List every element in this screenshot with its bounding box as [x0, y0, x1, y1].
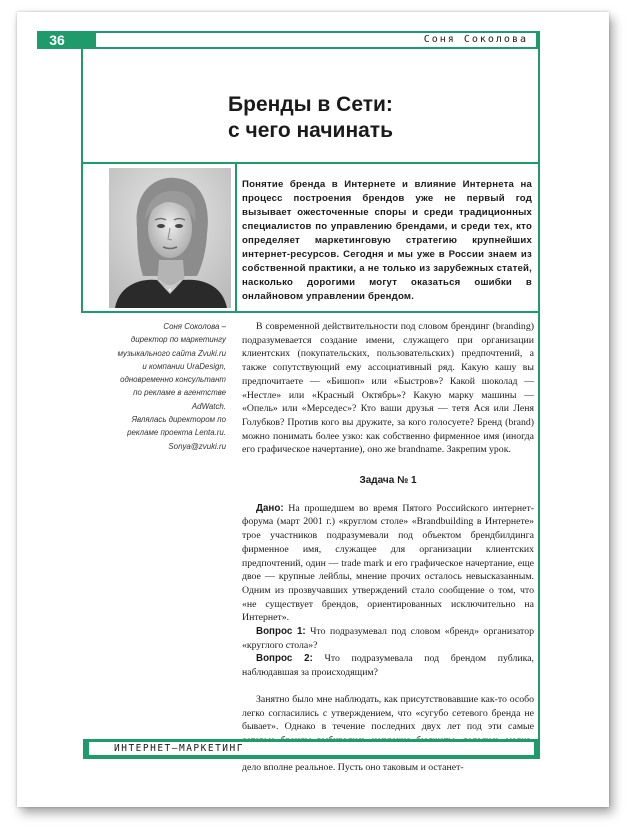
- author-email: Sonya@zvuki.ru: [168, 441, 226, 451]
- caption-line: рекламе проекта Lenta.ru.: [127, 428, 226, 438]
- page-number: 36: [49, 32, 65, 48]
- caption-line: и компании UraDesign,: [142, 361, 226, 371]
- caption-line: Являлась директором по: [131, 415, 226, 425]
- caption-line: музыкального сайта Zvuki.ru: [117, 348, 226, 358]
- caption-line: Соня Соколова –: [163, 322, 226, 331]
- article-lead: Понятие бренда в Интернете и влияние Интернета на процесс построения брендов уже не первый год вызывает ожесточенные споры и среди традиционных специалистов по управлению брендами, и среди тех, кто определяет маркетинговую стратегию крупнейших интернет-ресурсов. Сегодня и мы уже в России знаем из собственной практики, а не только из зарубежных статей, насколько дорогими могут оказаться ошибки в онлайновом управлении брендом.: [242, 179, 532, 302]
- question-2-text: Что подразумевала под брендом публика, наблюдавшая за происходящим?: [242, 653, 534, 679]
- frame-line-photo-divider: [235, 164, 237, 313]
- question-2: [242, 652, 534, 679]
- author-photo: [109, 168, 231, 308]
- task-heading: Задача № 1: [359, 475, 417, 487]
- article-body: [242, 320, 534, 775]
- intro-paragraph: В современной действительности под словом брендинг (branding) подразумевается создание имени, служащего при организации клиентских (покупательских, пользовательских) предпочтений, а также сопутствующий ему ассоциативный ряд. Какую кашу вы предпочитаете — «Бишоп» или «Быстров»? Какой шоколад — «Нестле» или «Красный Октябрь»? Какую марку машины — «Опель» или «Мерседес»? Кто ваши друзья — тетя Ася или Леня Голубков? Против кого вы дружите, за кого голосуете? Бренд (brand) можно понимать более узко: как собственно фирменное имя (иногда его графическое начертание), оно же brandname. Закрепим урок.: [242, 321, 534, 456]
- question-1-label: Вопрос 1:: [256, 626, 306, 638]
- question-2-label: Вопрос 2:: [256, 653, 313, 665]
- title-line-2: с чего начинать: [227, 119, 394, 142]
- given-paragraph: [242, 502, 534, 625]
- question-1-text: Что подразумевал под словом «бренд» организатор «круглого стола»?: [242, 626, 534, 651]
- caption-line: AdWatch.: [191, 401, 226, 411]
- article-title: [83, 92, 538, 144]
- frame-line-under-photo: [81, 311, 540, 313]
- frame-line-right: [538, 49, 540, 741]
- frame-line-left: [81, 49, 83, 312]
- section-name: ИНТЕРНЕТ–МАРКЕТИНГ: [114, 743, 244, 754]
- author-caption: [108, 320, 226, 453]
- author-name: Соня Соколова: [423, 34, 528, 45]
- caption-line: директор по маркетингу: [130, 335, 226, 345]
- closing-paragraph: Занятно было мне наблюдать, как присутствовавшие как-то особо легко согласились с утверждением, что «сугубо сетевого бренда не бывает». Однако в течение последних двух лет под эти самые дело вполне реальное. Пусть оно таковым и останет-: [242, 693, 534, 774]
- given-label: Дано:: [256, 502, 284, 514]
- title-line-1: Бренды в Сети:: [228, 93, 393, 116]
- caption-line: одновременно консультант: [120, 375, 226, 385]
- caption-line: по рекламе в агентстве: [133, 388, 226, 398]
- frame-line-under-title: [81, 162, 540, 164]
- given-text: На прошедшем во время Пятого Российского интернет-форума (март 2001 г.) «круглом столе» «Brandbuilding в Интернете» трое участников подразумевали под объектом брендбилдинга фирменное имя, служащее для организации клиентских предпочтений, один — trade mark и его графическое начертание, еще двое — крупные лейблы, мнение прочих осталось невысказанным. Одним из прозвучавших утверждений стало сообщение о том, что «не существует брендов, ориентированных исключительно на Интернет».: [242, 502, 534, 624]
- question-1: [242, 625, 534, 652]
- running-head: [96, 33, 536, 47]
